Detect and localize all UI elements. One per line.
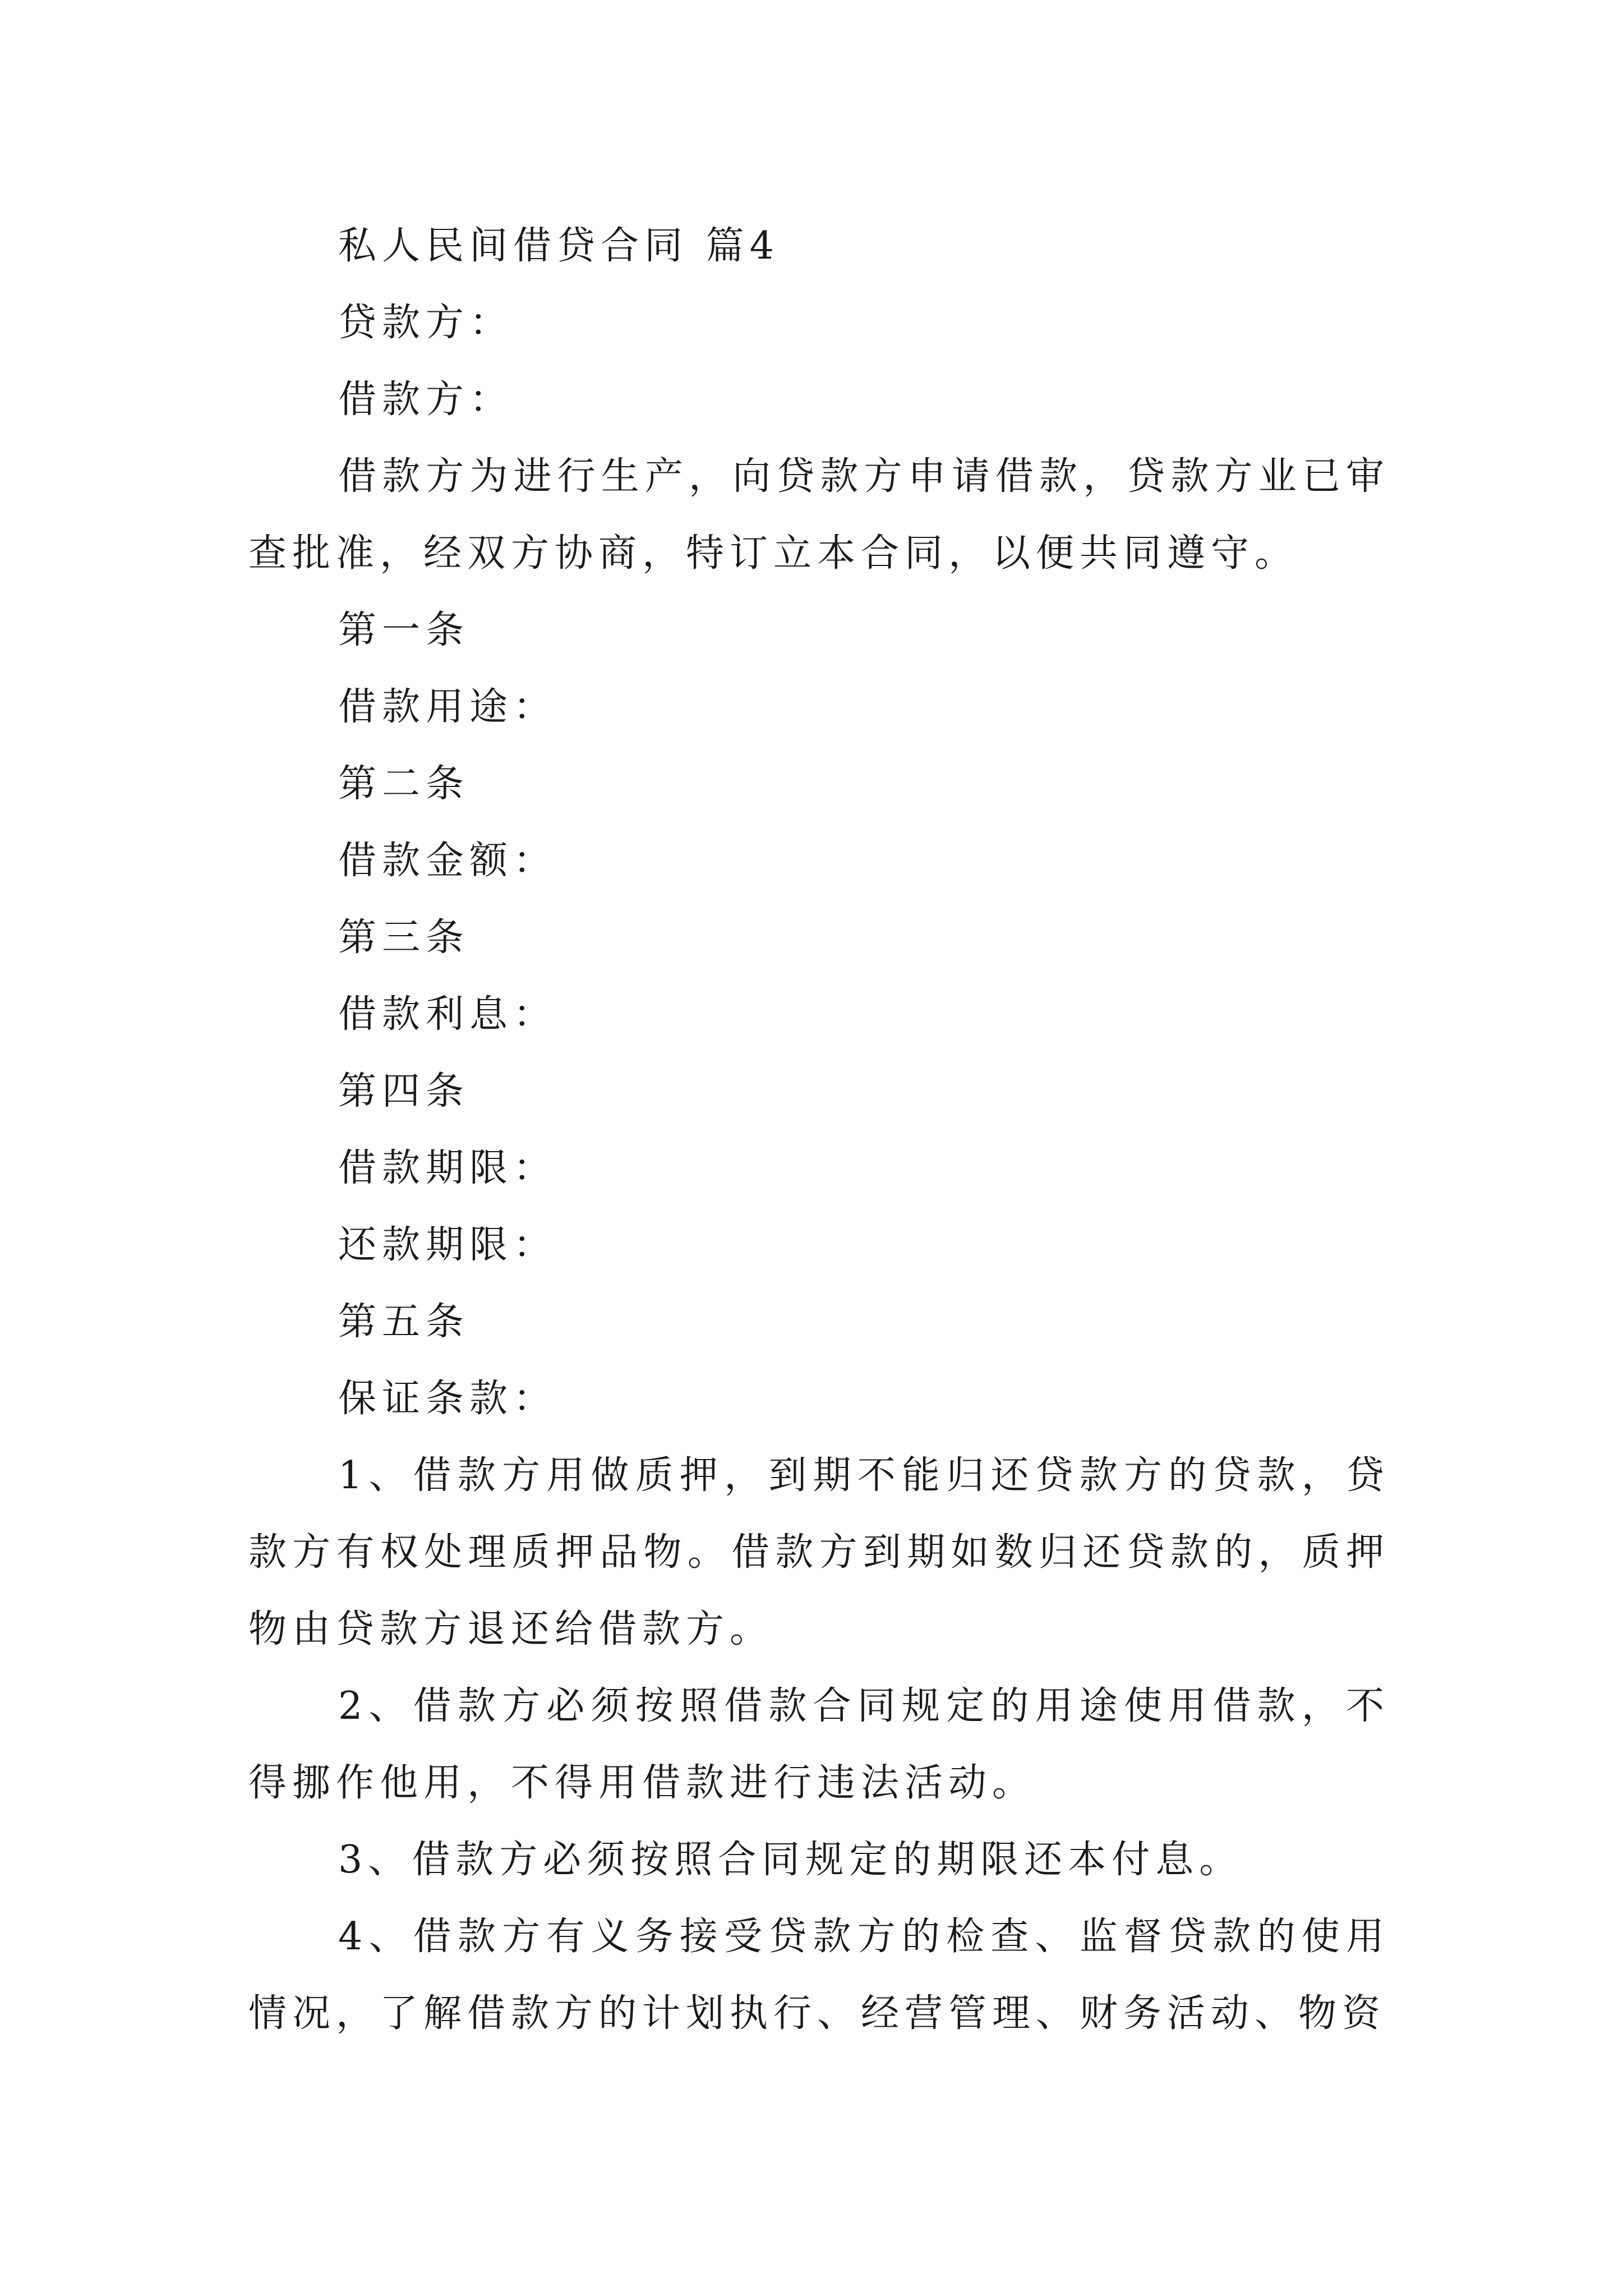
- article-1-heading: 第一条: [338, 608, 470, 652]
- loan-amount-label: 借款金额：: [338, 839, 557, 883]
- clause-2-paragraph: 2、借款方必须按照借款合同规定的用途使用借款，不得挪作他用，不得用借款进行违法活动。: [248, 1684, 1390, 1805]
- clause-1-paragraph: 1、借款方用做质押，到期不能归还贷款方的贷款，贷款方有权处理质押品物。借款方到期如数归还贷款的，质押物由贷款方退还给借款方。: [248, 1453, 1390, 1651]
- borrower-label: 借款方：: [338, 378, 514, 422]
- document-title: 私人民间借贷合同 篇4: [338, 224, 780, 268]
- document-body: [248, 208, 1390, 2052]
- intro-paragraph: 借款方为进行生产，向贷款方申请借款，贷款方业已审查批准，经双方协商，特订立本合同，以便共同遵守。: [248, 454, 1390, 576]
- clause-4-paragraph: 4、借款方有义务接受贷款方的检查、监督贷款的使用情况，了解借款方的计划执行、经营管理、财务活动、物资: [248, 1915, 1390, 2036]
- repayment-term-label: 还款期限：: [338, 1223, 557, 1267]
- article-2-heading: 第二条: [338, 762, 470, 806]
- loan-interest-label: 借款利息：: [338, 992, 557, 1037]
- loan-purpose-label: 借款用途：: [338, 685, 557, 729]
- clause-3-paragraph: 3、借款方必须按照合同规定的期限还本付息。: [338, 1838, 1243, 1882]
- lender-label: 贷款方：: [338, 301, 514, 345]
- article-4-heading: 第四条: [338, 1069, 470, 1114]
- article-5-heading: 第五条: [338, 1300, 470, 1344]
- guarantee-clause-label: 保证条款：: [338, 1377, 557, 1421]
- loan-term-label: 借款期限：: [338, 1146, 557, 1190]
- article-3-heading: 第三条: [338, 915, 470, 960]
